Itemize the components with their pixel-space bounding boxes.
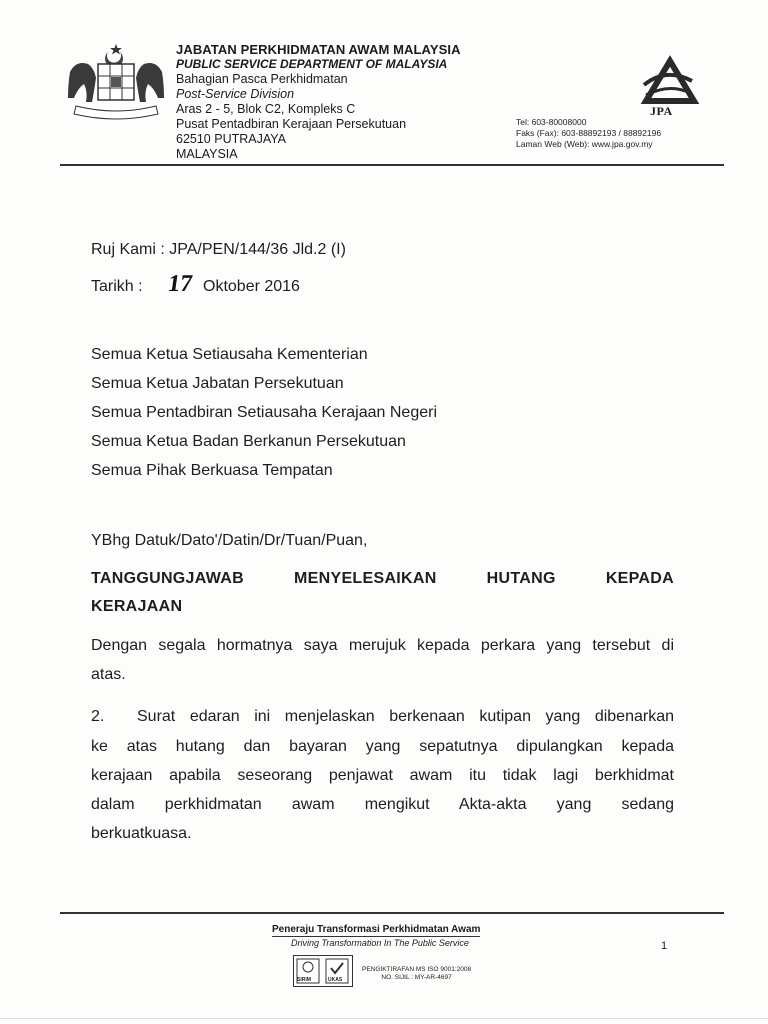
address-line: MALAYSIA [176,147,238,161]
jpa-logo-text: JPA [650,104,673,118]
recipient-line: Semua Pihak Berkuasa Tempatan [91,462,333,479]
website: Laman Web (Web): www.jpa.gov.my [516,139,653,149]
address-line: Pusat Pentadbiran Kerajaan Persekutuan [176,117,407,131]
recipient-line: Semua Ketua Setiausaha Kementerian [91,346,368,363]
footer-tagline-english: Driving Transformation In The Public Service [291,938,469,948]
paragraph-2-line: berkuatkuasa. [91,825,192,842]
iso-cert-number: NO. SIJIL : MY-AR-4697 [381,974,452,981]
paragraph-1-line: Dengan segala hormatnya saya merujuk kepada perkara yang tersebut di [91,637,674,654]
org-name-malay: JABATAN PERKHIDMATAN AWAM MALAYSIA [176,42,461,57]
letterhead-address-block [176,42,461,162]
handwritten-date-day: 17 [166,271,194,297]
contact-block [516,117,661,150]
recipient-line: Semua Ketua Jabatan Persekutuan [91,375,344,392]
iso-certification-text [362,966,471,982]
telephone: Tel: 603-80008000 [516,117,587,127]
page-bottom-edge [0,1018,768,1019]
subject-line: KERAJAAN [91,598,183,615]
org-name-english: PUBLIC SERVICE DEPARTMENT OF MALAYSIA [176,57,448,71]
division-malay: Bahagian Pasca Perkhidmatan [176,72,348,86]
sirim-badge-label: SIRIM [297,977,311,983]
coat-of-arms-emblem [62,42,170,120]
paragraph-1-line: atas. [91,666,126,683]
reference-number: Ruj Kami : JPA/PEN/144/36 Jld.2 (I) [91,241,346,258]
subject-line: TANGGUNGJAWAB MENYELESAIKAN HUTANG KEPADA [91,570,674,587]
address-line: Aras 2 - 5, Blok C2, Kompleks C [176,102,356,116]
paragraph-2-line: dalam perkhidmatan awam mengikut Akta-akta yang sedang [91,796,674,813]
paragraph-2-line: kerajaan apabila seseorang penjawat awam itu tidak lagi berkhidmat [91,767,674,784]
recipient-line: Semua Pentadbiran Setiausaha Kerajaan Negeri [91,404,438,421]
date-month-year: Oktober 2016 [203,278,300,295]
footer-divider [60,912,724,914]
recipient-line: Semua Ketua Badan Berkanun Persekutuan [91,433,406,450]
iso-cert-line: PENGIKTIRAFAN MS ISO 9001:2008 [362,966,472,973]
footer-tagline-malay: Peneraju Transformasi Perkhidmatan Awam [272,924,481,935]
paragraph-2-number: 2. [91,708,105,725]
ukas-badge-label: UKAS [328,977,343,983]
date-label: Tarikh : [91,278,143,295]
page-number: 1 [661,940,668,952]
header-divider [60,164,724,166]
fax: Faks (Fax): 603-88892193 / 88892196 [516,128,662,138]
salutation: YBhg Datuk/Dato'/Datin/Dr/Tuan/Puan, [91,532,368,549]
paragraph-2-line: Surat edaran ini menjelaskan berkenaan kutipan yang dibenarkan [137,708,674,725]
paragraph-2-line: ke atas hutang dan bayaran yang sepatutnya dipulangkan kepada [91,738,674,755]
division-english: Post-Service Division [176,87,295,101]
address-line: 62510 PUTRAJAYA [176,132,287,146]
